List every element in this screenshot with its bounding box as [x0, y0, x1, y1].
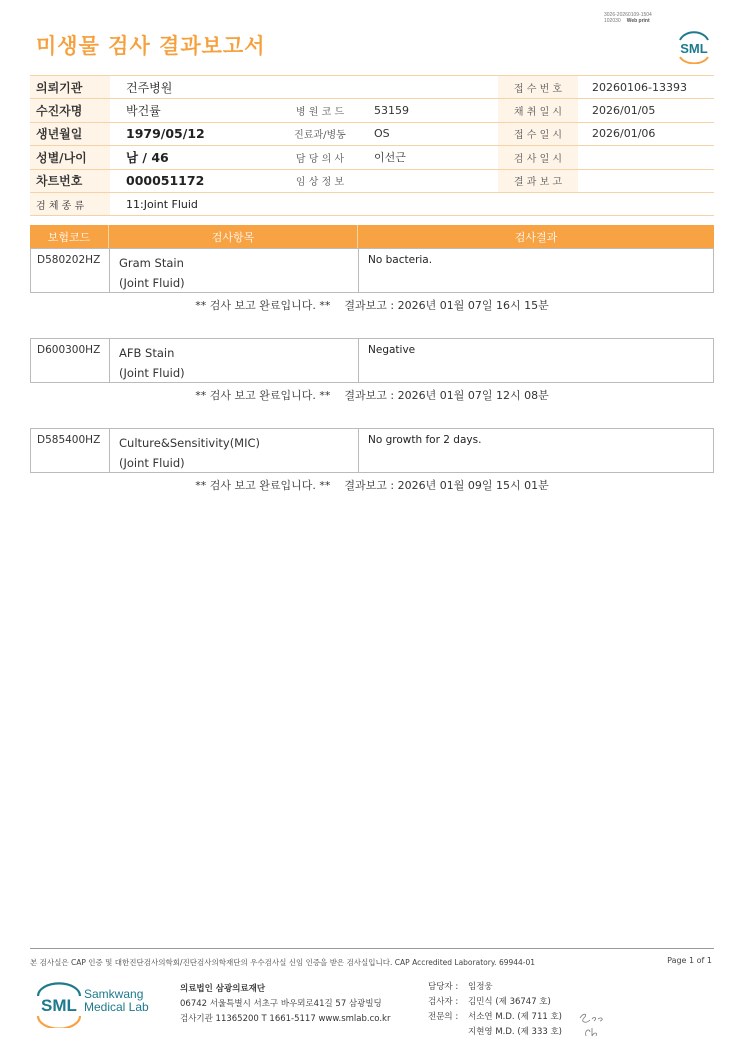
result-footer	[30, 477, 714, 493]
clinical-info-value	[358, 169, 498, 192]
staff-name: 김민식 (제 36747 호)	[468, 997, 551, 1007]
collect-date-label: 채 취 일 시	[498, 99, 578, 122]
org-contact: 검사기관 11365200 T 1661-5117 www.smlab.co.kr	[180, 1014, 391, 1024]
result-report-value	[578, 169, 714, 192]
hospital-code-value: 53159	[358, 99, 498, 122]
staff-role: 담당자 :	[428, 982, 459, 992]
doctor-label: 담 당 의 사	[282, 146, 358, 169]
result-item-name: Culture&Sensitivity(MIC)	[119, 436, 261, 450]
print-meta-line2: 102030	[604, 18, 621, 24]
signature-icon	[578, 1010, 618, 1040]
chart-no-label: 차트번호	[30, 169, 110, 192]
sex-age-label: 성별/나이	[30, 146, 110, 169]
result-item-name: Gram Stain	[119, 256, 184, 270]
test-date-label: 검 사 일 시	[498, 146, 578, 169]
result-item	[110, 249, 359, 292]
footer-divider	[30, 948, 714, 949]
staff-role	[428, 1025, 468, 1040]
result-item	[110, 429, 359, 472]
staff-row	[428, 1010, 562, 1025]
facility-value: 건주병원	[110, 76, 498, 99]
result-item	[110, 339, 359, 382]
result-code: D580202HZ	[31, 249, 110, 292]
dept-label: 진료과/병동	[282, 122, 358, 145]
results-header-result: 검사결과	[514, 230, 558, 244]
result-row	[30, 338, 714, 383]
staff-role: 검사자 :	[428, 997, 459, 1007]
accreditation-note: 본 검사실은 CAP 인증 및 대한진단검사의학회/진단검사의학재단의 우수검사실 신임 인증을 받은 검사실입니다. CAP Accredited Laboratory. 69944-01	[30, 958, 536, 967]
name-label: 수진자명	[30, 99, 110, 122]
results-header-code: 보험코드	[30, 225, 109, 248]
result-complete-text: ** 검사 보고 완료입니다. **	[195, 299, 331, 312]
doctor-value: 이선근	[358, 146, 498, 169]
result-report-time: 결과보고 : 2026년 01월 07일 16시 15분	[344, 299, 549, 312]
sml-logo-icon	[674, 26, 714, 64]
org-name: 의료법인 삼광의료재단	[180, 984, 266, 994]
staff-row	[428, 1025, 562, 1040]
result-row	[30, 248, 714, 293]
test-date-value	[578, 146, 714, 169]
result-complete-text: ** 검사 보고 완료입니다. **	[195, 479, 331, 492]
collect-date-value: 2026/01/05	[578, 99, 714, 122]
result-value: No growth for 2 days.	[368, 434, 482, 446]
page-number: Page 1 of 1	[667, 956, 712, 965]
staff-row	[428, 980, 562, 995]
dob-value: 1979/05/12	[110, 122, 282, 145]
result-item-specimen: (Joint Fluid)	[119, 366, 185, 380]
brand-line2: Medical Lab	[84, 1000, 149, 1014]
sex-age-value: 남 / 46	[110, 146, 282, 169]
org-address: 06742 서울특별시 서초구 바우뫼로41길 57 삼광빌딩	[180, 999, 382, 1009]
specimen-label: 검 체 종 류	[30, 192, 110, 215]
page-title: 미생물 검사 결과보고서	[36, 34, 266, 58]
receipt-date-value: 2026/01/06	[578, 122, 714, 145]
organization-info	[180, 982, 390, 1027]
facility-label: 의뢰기관	[30, 76, 110, 99]
staff-name: 서소연 M.D. (제 711 호)	[468, 1012, 563, 1022]
result-row	[30, 428, 714, 473]
result-report-time: 결과보고 : 2026년 01월 07일 12시 08분	[344, 389, 549, 402]
result-item-specimen: (Joint Fluid)	[119, 456, 185, 470]
result-code: D600300HZ	[31, 339, 110, 382]
result-complete-text: ** 검사 보고 완료입니다. **	[195, 389, 331, 402]
result-value: No bacteria.	[368, 254, 433, 266]
staff-row	[428, 995, 562, 1010]
name-value: 박건률	[110, 99, 282, 122]
result-report-label: 결 과 보 고	[498, 169, 578, 192]
result-footer	[30, 297, 714, 313]
patient-info-table	[30, 75, 714, 216]
clinical-info-label: 임 상 정 보	[282, 169, 358, 192]
result-footer	[30, 387, 714, 403]
specimen-value: 11:Joint Fluid	[110, 192, 714, 215]
result-report-time: 결과보고 : 2026년 01월 09일 15시 01분	[344, 479, 549, 492]
accession-label: 접 수 번 호	[498, 76, 578, 99]
staff-info	[428, 980, 562, 1040]
staff-name: 지현영 M.D. (제 333 호)	[468, 1027, 563, 1037]
print-meta	[604, 12, 652, 24]
brand-name	[84, 988, 149, 1014]
staff-name: 임정웅	[468, 982, 493, 992]
brand-line1: Samkwang	[84, 987, 144, 1001]
hospital-code-label: 병 원 코 드	[282, 99, 358, 122]
result-item-name: AFB Stain	[119, 346, 175, 360]
accession-value: 20260106-13393	[578, 76, 714, 99]
chart-no-value: 000051172	[110, 169, 282, 192]
result-code: D585400HZ	[31, 429, 110, 472]
result-value: Negative	[368, 344, 416, 356]
staff-role: 전문의 :	[428, 1012, 459, 1022]
dept-value: OS	[358, 122, 498, 145]
receipt-date-label: 접 수 일 시	[498, 122, 578, 145]
sml-logo-text: SML	[680, 41, 708, 56]
results-header	[30, 225, 714, 248]
result-item-specimen: (Joint Fluid)	[119, 276, 185, 290]
print-meta-line1: 3026-20260109-1504	[604, 12, 652, 18]
samkwang-logo-text: SML	[41, 996, 77, 1015]
dob-label: 생년월일	[30, 122, 110, 145]
web-print-label: Web print	[626, 18, 650, 24]
results-header-item: 검사항목	[109, 225, 358, 248]
